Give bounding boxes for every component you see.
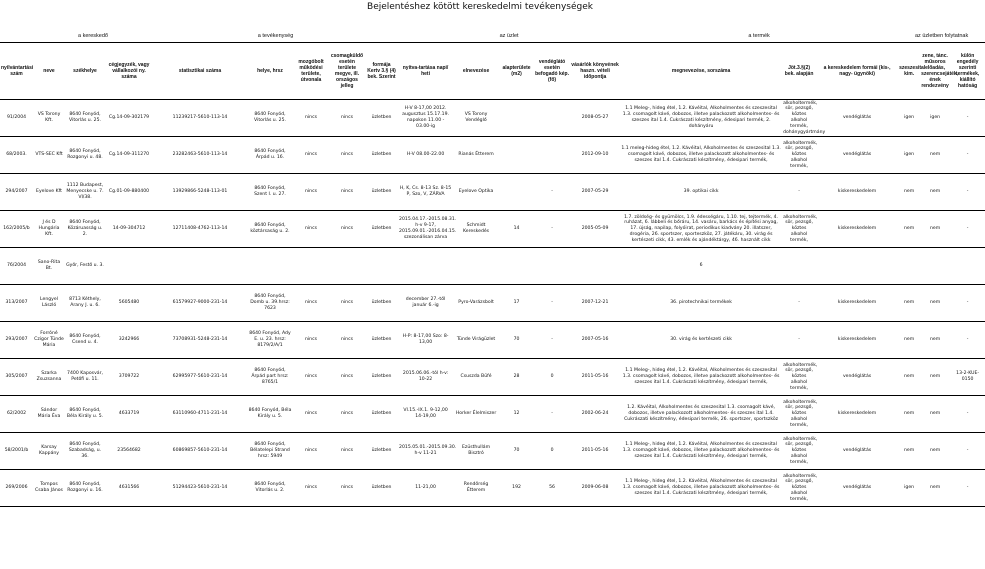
table-cell: 8713 Kéthely, Arany J. u. 6. xyxy=(65,285,105,322)
table-cell: 7400 Kaposvár, Petőfi u. 11. xyxy=(65,359,105,396)
table-cell: Csuszda Büfé xyxy=(453,359,499,396)
table-cell: - xyxy=(950,322,985,359)
table-cell: nincs xyxy=(329,359,365,396)
table-cell: 13929866-5248-113-01 xyxy=(153,174,247,211)
table-cell: H-V 8-17,00 2012. augusztus 15.17.19. napokon 11.00 - 03.00-ig xyxy=(398,100,453,137)
table-cell: 2007-12-21 xyxy=(570,285,620,322)
table-cell: J és D Hungária Kft. xyxy=(33,211,65,248)
table-cell: 2015.04.17.-2015.08.31. h-v 9-17, 2015.09.01.-2016.04.15. szezonálisan zárva xyxy=(398,211,453,248)
table-cell: VI.15.-IX.1. 9-12,00 14-19,00 xyxy=(398,396,453,433)
table-cell: alkoholtermék, sör, pezsgő, köztes alkohol termék, dohánygyártmány xyxy=(783,100,826,135)
table-cell: 0 xyxy=(534,359,570,396)
table-cell: alkoholtermék, sör, pezsgő, köztes alkohol termék, xyxy=(782,433,816,470)
group-spacer xyxy=(0,30,33,43)
table-cell: 62995977-5610-231-14 xyxy=(153,359,247,396)
table-cell: nincs xyxy=(329,100,365,137)
table-cell: 8640 Fonyód, Csend u. 4. xyxy=(65,322,105,359)
table-cell: 1.1 meleg-hideg étel, 1.2. Kávéital, Alkoholmentes és szeszesital 1.3. csomagolt kávé, dobozos, illetve palackozott alkoholmentes- és szeszes ital 1.4. Cukrászati készítmény, édesipari termék, xyxy=(620,137,782,174)
table-row xyxy=(0,248,985,285)
table-cell: 293/2007 xyxy=(0,322,33,359)
table-cell: 11-21,00 xyxy=(398,470,453,507)
registry-table xyxy=(0,30,985,507)
table-cell: VS Torony Kft. xyxy=(33,100,65,137)
table-cell: üzletben xyxy=(365,174,398,211)
table-cell xyxy=(398,248,453,285)
table-row xyxy=(0,470,985,507)
table-cell: 1.7. zöldség- és gyümölcs, 1.9. édességáru, 1.10. tej, tejtermék, 4. ruházat, 6. lábbeli és bőráru, 14. vasáru, barkács és építési anyag, 17. újság, napilap, folyóirat, periodikus kiadvány 20. illatszer, drogéria, 26. sportszer, sporteszköz, 27. játékáru, 30. virág és kertészeti cikk, 43. emlék és ajándéktárgy, 46. használt cikk xyxy=(620,211,782,248)
table-cell: nincs xyxy=(329,174,365,211)
table-cell: - xyxy=(534,322,570,359)
table-cell: Pyro-Varázsbolt xyxy=(453,285,499,322)
table-cell: 60869857-5610-231-14 xyxy=(153,433,247,470)
table-cell: 305/2007 xyxy=(0,359,33,396)
table-cell: - xyxy=(950,433,985,470)
table-cell: - xyxy=(782,174,816,211)
table-cell: üzletben xyxy=(365,137,398,174)
table-cell: 8640 Fonyód, Szabadság, u. 36. xyxy=(65,433,105,470)
table-cell: 70 xyxy=(499,322,534,359)
table-cell: nem xyxy=(898,174,920,211)
group-shop: az üzlet xyxy=(398,30,620,43)
table-cell: 8640 Fonyód, Vitorlás u. 25. xyxy=(247,100,293,137)
table-cell: 8640 Fonyód, Ady E. u. 23. hrsz: 8179/2/A/1 xyxy=(247,322,293,359)
table-cell: Lengyel László xyxy=(33,285,65,322)
table-cell: 51294423-5610-231-14 xyxy=(153,470,247,507)
table-cell: nincs xyxy=(329,211,365,248)
table-cell: - xyxy=(950,285,985,322)
table-cell: 23282463-5610-113-14 xyxy=(153,137,247,174)
table-cell: 12711408-4762-113-14 xyxy=(153,211,247,248)
table-cell: - xyxy=(534,285,570,322)
column-header: nyitva-tartása napi/ heti xyxy=(398,43,453,100)
table-cell: 1.1 Meleg-, hideg étel, 1.2. Kávéital, Alkoholmentes és szeszesital 1.3. csomagolt kávé, dobozos, illetve palackozott alkoholmentes- és szeszes ital 1.4. Cukrászati készítmény, édesipari termék, xyxy=(620,359,782,396)
table-cell: nem xyxy=(898,396,920,433)
table-cell: 162/2005/b xyxy=(0,211,33,248)
table-cell: nem xyxy=(920,433,950,470)
table-cell xyxy=(534,100,570,137)
table-cell: üzletben xyxy=(365,396,398,433)
table-cell: 5605480 xyxy=(105,285,153,322)
table-cell xyxy=(153,248,247,285)
table-cell: 1.2. Kávéital, Alkoholmentes és szeszesital 1.3. csomagolt kávé, dobozos, illetve palackozott alkoholmentes- és szeszes ital 1.4. Cukrászati készítmény, édesipari termék, 26. sportszer, sportszköz xyxy=(620,396,782,433)
table-cell: nem xyxy=(920,396,950,433)
table-cell xyxy=(329,248,365,285)
column-header: nyilvántartási szám xyxy=(0,43,33,100)
table-cell: - xyxy=(950,211,985,248)
table-cell xyxy=(247,248,293,285)
table-cell: 2011-05-16 xyxy=(570,433,620,470)
table-cell: 2011-05-16 xyxy=(570,359,620,396)
table-cell: nincs xyxy=(329,322,365,359)
table-cell: 8640 Fonyód, köztársaság u. 2. xyxy=(247,211,293,248)
table-cell: üzletben xyxy=(365,470,398,507)
table-cell: H, K, Cs. 8-13 Sz. 8-15 P, Szo, V, ZÁRVA xyxy=(398,174,453,211)
table-row xyxy=(0,285,985,322)
table-cell: Tompos Csaba János xyxy=(33,470,65,507)
table-cell: - xyxy=(534,174,570,211)
table-cell: 61579927-9000-231-14 xyxy=(153,285,247,322)
table-row xyxy=(0,174,985,211)
table-cell: 8640 Fonyód, Béla Király u. 5. xyxy=(247,396,293,433)
table-cell: alkoholtermék, sör, pezsgő, köztes alkohol termék, xyxy=(782,359,816,396)
table-cell xyxy=(453,248,499,285)
table-cell: vendéglátás xyxy=(816,359,898,396)
table-cell: 76/2004 xyxy=(0,248,33,285)
table-cell: Tünde Virágüzlet xyxy=(453,322,499,359)
table-cell: 39. optikai cikk xyxy=(620,174,782,211)
table-cell: 2007-05-29 xyxy=(570,174,620,211)
table-cell: kiskereskedelem xyxy=(816,174,898,211)
column-header: cégjegyzék, vagy vállalkozói ny. száma xyxy=(105,43,153,100)
column-header: vendéglátó esetén befogadó kép. (fő) xyxy=(534,43,570,100)
table-cell: Rianás Étterem xyxy=(453,137,499,174)
table-cell: nem xyxy=(898,285,920,322)
table-cell: - xyxy=(950,470,985,507)
table-cell: nincs xyxy=(293,174,329,211)
table-cell: nincs xyxy=(293,137,329,174)
table-cell: 17 xyxy=(499,285,534,322)
table-cell: kiskereskedelem xyxy=(816,322,898,359)
table-cell xyxy=(499,248,534,285)
table-cell: 0 xyxy=(534,433,570,470)
column-header: Jöt.3.§(2) bek. alapján xyxy=(782,43,816,100)
table-cell xyxy=(293,248,329,285)
table-cell: - xyxy=(782,322,816,359)
table-cell: nem xyxy=(920,359,950,396)
table-cell: 1.1 Meleg-, hideg étel, 1.2. Kávéital, Alkoholmentes és szeszesital 1.3. csomagolt kávé, dobozos, illetve palackozott alkoholmentes- és szeszes ital 1.4. Cukrászati készítmény, édesipari termék, xyxy=(620,470,782,507)
group-trader: a kereskedő xyxy=(33,30,153,43)
table-cell: üzletben xyxy=(365,285,398,322)
table-cell: 8640 Fonyód, Rozgonyi u. 16. xyxy=(65,470,105,507)
table-cell: nem xyxy=(898,359,920,396)
table-cell: 2015.06.06.-tól h-v: 10-22 xyxy=(398,359,453,396)
table-cell: nem xyxy=(920,174,950,211)
table-cell: 63110960-4711-231-14 xyxy=(153,396,247,433)
column-header: a kereskedelem formái (kis-, nagy- ügynöki) xyxy=(816,43,898,100)
column-header: mozgóbolt működési területe, útvonala xyxy=(293,43,329,100)
column-header: elnevezése xyxy=(453,43,499,100)
table-cell: 8640 Fonyód, Vitorlás u. 2. xyxy=(247,470,293,507)
table-cell: nem xyxy=(920,137,950,174)
table-cell: 4631566 xyxy=(105,470,153,507)
table-cell xyxy=(570,248,620,285)
table-cell: 1.1 Meleg-, hideg étel, 1.2. Kávéital, Alkoholmentes és szeszesital 1.3. csomagolt kávé, dobozos, illetve palackozott alkoholmentes- és szeszes ital 1.4. Cukrászati készítmény, édesipari termék, 2. dohányáru xyxy=(620,100,782,137)
table-row xyxy=(0,100,985,137)
table-cell: Ezüsthullám Bisztró xyxy=(453,433,499,470)
table-cell: vendéglátás xyxy=(816,100,898,137)
table-cell: nincs xyxy=(293,359,329,396)
table-cell: 192 xyxy=(499,470,534,507)
table-cell: 4633719 xyxy=(105,396,153,433)
table-cell: 3709722 xyxy=(105,359,153,396)
table-cell: nincs xyxy=(293,100,329,137)
table-cell: alkoholtermék, sör, pezsgő, köztes alkohol termék, xyxy=(782,211,816,248)
table-cell: 14-09-304712 xyxy=(105,211,153,248)
table-row xyxy=(0,359,985,396)
table-cell: 13-2-KUE-0150 xyxy=(950,359,985,396)
table-cell: nincs xyxy=(293,433,329,470)
table-cell: nem xyxy=(920,470,950,507)
table-cell: Schmidt Kereskedés xyxy=(453,211,499,248)
table-cell: kiskereskedelem xyxy=(816,211,898,248)
group-activity: a tevékenység xyxy=(153,30,398,43)
table-cell: nem xyxy=(920,211,950,248)
table-cell: 28 xyxy=(499,359,534,396)
table-cell xyxy=(816,248,898,285)
table-cell: Cg.01-09-880400 xyxy=(105,174,153,211)
table-cell: 36. pirotechnikai termékek xyxy=(620,285,782,322)
table-cell: üzletben xyxy=(365,433,398,470)
table-cell: 23564682 xyxy=(105,433,153,470)
table-cell: 8640 Fonyód, Árpád u. 16. xyxy=(247,137,293,174)
table-cell: Forróné Czigor Tünde Mária xyxy=(33,322,65,359)
table-cell: 3242966 xyxy=(105,322,153,359)
column-header: statisztikai száma xyxy=(153,43,247,100)
table-cell xyxy=(499,174,534,211)
table-cell: Rendőrség Étterem xyxy=(453,470,499,507)
column-header: alapterülete (m2) xyxy=(499,43,534,100)
table-cell xyxy=(105,248,153,285)
table-cell xyxy=(782,248,816,285)
table-cell: nincs xyxy=(329,396,365,433)
table-cell xyxy=(920,248,950,285)
table-cell: nem xyxy=(898,433,920,470)
table-cell: 294/2007 xyxy=(0,174,33,211)
table-row xyxy=(0,211,985,248)
table-cell: alkoholtermék, sör, pezsgő, köztes alkohol termék, xyxy=(782,137,816,174)
table-cell xyxy=(898,248,920,285)
table-cell: alkoholtermék, sör, pezsgő, köztes alkohol termék, xyxy=(782,396,816,433)
table-cell: VTS-SEC Kft xyxy=(33,137,65,174)
table-cell: nincs xyxy=(329,433,365,470)
table-cell: 2015.05.01.-2015.09.30. h-v 11-21 xyxy=(398,433,453,470)
table-cell: üzletben xyxy=(365,359,398,396)
table-row xyxy=(0,396,985,433)
table-cell: nem xyxy=(920,285,950,322)
table-cell: nincs xyxy=(293,322,329,359)
table-cell: 58/2001/b xyxy=(0,433,33,470)
column-header: szeszesital kim. xyxy=(898,43,920,100)
table-row xyxy=(0,322,985,359)
column-header: csomagküldő esetén területe megye, ill. országos jelleg xyxy=(329,43,365,100)
table-cell: 2002-06-24 xyxy=(570,396,620,433)
table-cell: 269/2006 xyxy=(0,470,33,507)
table-cell: nem xyxy=(898,211,920,248)
table-row xyxy=(0,137,985,174)
group-continued: az üzletben folytatnak xyxy=(898,30,985,43)
column-header: megnevezése, sorszáma xyxy=(620,43,782,100)
table-cell: 30. virág és kertészeti cikk xyxy=(620,322,782,359)
table-cell: 70 xyxy=(499,433,534,470)
table-cell: nincs xyxy=(329,470,365,507)
table-cell: alkoholtermék, sör, pezsgő, köztes alkohol termék, xyxy=(782,470,816,507)
table-cell: vendéglátás xyxy=(816,470,898,507)
table-cell: 56 xyxy=(534,470,570,507)
table-cell: - xyxy=(950,396,985,433)
table-cell: H-V 08.00-22.00 xyxy=(398,137,453,174)
table-cell: nem xyxy=(898,322,920,359)
table-cell xyxy=(499,100,534,137)
table-cell: - xyxy=(950,174,985,211)
table-cell: - xyxy=(534,396,570,433)
table-cell: 8640 Fonyód, Domb u. 39.hrsz: 7623 xyxy=(247,285,293,322)
table-cell: 8640 Fonyód, Árpád part hrsz: 8765/1 xyxy=(247,359,293,396)
table-cell: nincs xyxy=(293,211,329,248)
table-cell: 2005-05-09 xyxy=(570,211,620,248)
table-cell: Horker Élelmiszer xyxy=(453,396,499,433)
table-cell: 8640 Fonyód, Béla Király u. 5. xyxy=(65,396,105,433)
table-cell: 68/2003. xyxy=(0,137,33,174)
table-cell: nincs xyxy=(329,137,365,174)
table-cell: 8640 Fonyód, Vitorlás u. 25. xyxy=(65,100,105,137)
table-cell: 14 xyxy=(499,211,534,248)
table-cell: Cg.14-09-311270 xyxy=(105,137,153,174)
table-cell: üzletben xyxy=(365,100,398,137)
table-cell: kiskereskedelem xyxy=(816,396,898,433)
table-cell: 12 xyxy=(499,396,534,433)
table-cell xyxy=(499,137,534,174)
table-cell: igen xyxy=(898,100,920,137)
table-cell xyxy=(534,137,570,174)
table-cell: 2007-05-16 xyxy=(570,322,620,359)
group-product: a termék xyxy=(620,30,898,43)
table-cell: igen xyxy=(898,137,920,174)
table-cell: Győr, Festő u. 3. xyxy=(65,248,105,285)
table-cell: nincs xyxy=(293,285,329,322)
table-cell: 2012-09-10 xyxy=(570,137,620,174)
column-header: vásárlók könyvének haszn. vételi időpontja xyxy=(570,43,620,100)
table-cell: vendéglátás xyxy=(816,433,898,470)
table-cell: - xyxy=(950,100,985,137)
table-cell: 91/2004 xyxy=(0,100,33,137)
table-cell: igen xyxy=(898,470,920,507)
table-cell: nem xyxy=(920,322,950,359)
table-cell: 8640 Fonyód, Rozgonyi u. 48. xyxy=(65,137,105,174)
table-row xyxy=(0,433,985,470)
page-title: Bejelentéshez kötött kereskedelmi tevékenységek xyxy=(367,2,593,12)
table-cell xyxy=(950,248,985,285)
table-cell: Eyelove Optika xyxy=(453,174,499,211)
table-cell xyxy=(365,248,398,285)
table-cell: Szarka Zsuzsanna xyxy=(33,359,65,396)
table-cell: nincs xyxy=(293,470,329,507)
table-cell: - xyxy=(782,285,816,322)
table-cell: 8640 Fonyód, Szent I. u. 27. xyxy=(247,174,293,211)
table-cell: 313/2007 xyxy=(0,285,33,322)
table-cell: 11239217-5610-113-14 xyxy=(153,100,247,137)
table-cell: 2009-06-08 xyxy=(570,470,620,507)
table-cell: üzletben xyxy=(365,322,398,359)
column-header: helye, hrsz xyxy=(247,43,293,100)
table-cell: VS Torony Vendéglő xyxy=(453,100,499,137)
table-cell: Karsay Kappány xyxy=(33,433,65,470)
table-cell: H-P: 8-17,00 Szo: 8-13,00 xyxy=(398,322,453,359)
table-cell: nincs xyxy=(293,396,329,433)
table-cell: Sándor Mária Éva xyxy=(33,396,65,433)
table-cell: 1112 Budapest, Menyecske u. 7. VI/38. xyxy=(65,174,105,211)
table-cell: - xyxy=(950,137,985,174)
table-cell: 62/2002 xyxy=(0,396,33,433)
table-cell: 6 xyxy=(620,248,782,285)
table-cell: 8640 Fonyód, Közáruasság u. 2. xyxy=(65,211,105,248)
table-cell: 8640 Fonyód, Bélatelepi Strand hrsz: 5949 xyxy=(247,433,293,470)
column-header-row xyxy=(0,43,985,100)
table-cell: vendéglátás xyxy=(816,137,898,174)
registry-body xyxy=(0,100,985,507)
table-cell: 73708931-5248-231-14 xyxy=(153,322,247,359)
table-cell: igen xyxy=(920,100,950,137)
table-cell: december 27.-től január 6.-ig xyxy=(398,285,453,322)
table-cell: Sano-Rita Bt. xyxy=(33,248,65,285)
table-cell: 2008-05-27 xyxy=(570,100,620,137)
column-header: külön engedély szerinti termékek, kiállító hatóság xyxy=(950,43,985,100)
column-header: neve xyxy=(33,43,65,100)
table-cell xyxy=(534,248,570,285)
table-cell: - xyxy=(534,211,570,248)
column-header: székhelye xyxy=(65,43,105,100)
column-header: zene, tánc. műsoros előadás, szerencsejáték, ének rendezvény xyxy=(920,43,950,100)
table-cell: nincs xyxy=(329,285,365,322)
table-cell: üzletben xyxy=(365,211,398,248)
table-cell: Cg.14-09-302179 xyxy=(105,100,153,137)
table-cell: Eyelove Kft xyxy=(33,174,65,211)
table-cell: kiskereskedelem xyxy=(816,285,898,322)
column-header: formája Kertv 3.§ (4) bek. Szerint xyxy=(365,43,398,100)
table-cell: 1.1 Meleg-, hideg étel, 1.2. Kávéital, Alkoholmentes és szeszesital 1.3. csomagolt kávé, dobozos, illetve palackozott alkoholmentes- és szeszes ital 1.4. Cukrászati készítmény, édesipari termék, xyxy=(620,433,782,470)
